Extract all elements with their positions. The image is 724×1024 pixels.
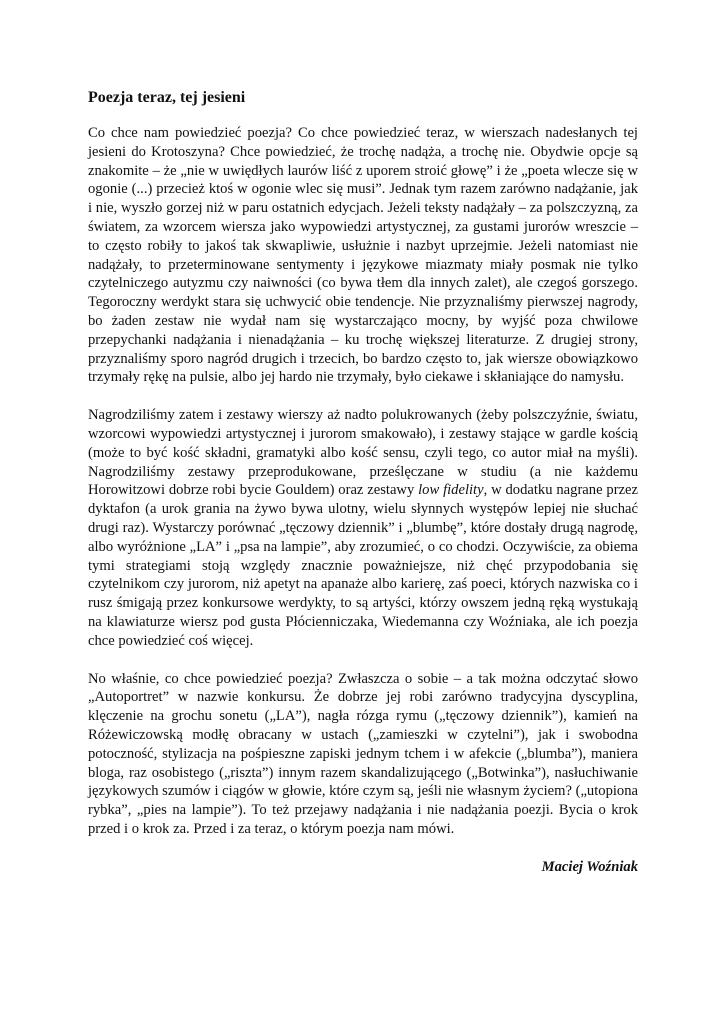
- author-signature: Maciej Woźniak: [541, 858, 638, 875]
- paragraph-3: No właśnie, co chce powiedzieć poezja? Zwłaszcza o sobie – a tak można odczytać słowo „Autoportret” w nazwie konkursu. Że dobrze jej robi zarówno tradycyjna dyscyplina, klęczenie na grochu sonetu („LA”), nagła rózga rymu („tęczowy dziennik”), kamień na Różewiczowską modłę obracany w ustach („zamieszki w czytelni”), jak i swobodna potoczność, stylizacja na pośpieszne zapiski jednym tchem i w afekcie („blumba”), maniera bloga, raz osobistego („riszta”) innym razem skandalizującego („Botwinka”), nasłuchiwanie językowych szumów i ciągów w głowie, które czym są, jeśli nie własnym życiem? („utopiona rybka”, „pies na lampie”). To też przejawy nadążania i nie nadążania poezji. Bycia o krok przed i o krok za. Przed i za teraz, o którym poezja nam mówi.: [88, 670, 638, 837]
- paragraph-2-italic-phrase: low fidelity: [418, 482, 484, 499]
- paragraph-2-part-1: Nagrodziliśmy zatem i zestawy wierszy aż nadto polukrowanych (żeby polszczyźnie, światu, wzorcowi wypowiedzi artystycznej i jurorom smakowało), i zestawy stające w gardle kością (może to być kość składni, gramatyki albo kość sensu, czyli tego, co autor miał na myśli). Nagrodziliśmy zestawy przeprodukowane, prześlęczane w studiu (a nie każdemu Horowitzowi dobrze robi bycie Gouldem) oraz zestawy: [88, 407, 638, 499]
- paragraph-1: Co chce nam powiedzieć poezja? Co chce powiedzieć teraz, w wierszach nadesłanych tej jesieni do Krotoszyna? Chce powiedzieć, że trochę nadąża, a trochę nie. Obydwie opcje są znakomite – że „nie w uwiędłych laurów liść z uporem stroić głowę” i że „poeta wlecze się w ogonie (...) przecież ktoś w ogonie wlec się musi”. Jednak tym razem zarówno nadążanie, jak i nie, wyszło gorzej niż w paru ostatnich edycjach. Jeżeli teksty nadążały – za polszczyzną, za światem, za wzorcem wiersza jako wypowiedzi artystycznej, za gustami jurorów wreszcie – to często robiły to jakoś tak skwapliwie, usłużnie i nazbyt uprzejmie. Jeżeli natomiast nie nadążały, to przeterminowane sentymenty i językowe miazmaty miały posmak nie tylko czytelniczego autyzmu czy naiwności (co bywa tłem dla innych zalet), ale czegoś gorszego. Tegoroczny werdykt stara się uchwycić obie tendencje. Nie przyznaliśmy pierwszej nagrody, bo żaden zestaw nie wydał nam się wystarczająco mocny, by wyjść poza chwilowe przepychanki nadążania i nienadążania – ku trochę większej literaturze. Z drugiej strony, przyznaliśmy sporo nagród drugich i trzecich, bo bardzo często to, jak wiersze obowiązkowo trzymały rękę na pulsie, albo jej hardo nie trzymały, było ciekawe i skłaniające do namysłu.: [88, 125, 638, 386]
- document-title: Poezja teraz, tej jesieni: [88, 89, 246, 106]
- paragraph-2: [88, 406, 638, 650]
- paragraph-2-part-2: , w dodatku nagrane przez dyktafon (a urok grania na żywo bywa ulotny, wielu słynnych występów lepiej nie słuchać drugi raz). Wystarczy porównać „tęczowy dziennik” i „blumbę”, które dostały drugą nagrodę, albo wyróżnione „LA” i „psa na lampie”, aby zrozumieć, o co chodzi. Oczywiście, za obiema tymi strategiami stoją względy znacznie poważniejsze, niż chęć przypodobania się czytelnikom czy jurorom, niż apetyt na apanaże albo karierę, zaś poeci, których nazwiska co i rusz śmigają przez konkursowe werdykty, to są artyści, którzy owszem jedną ręką wystukają na klawiaturze wiersz pod gusta Płócienniczaka, Wiedemanna czy Woźniaka, ale ich poezja chce powiedzieć coś więcej.: [88, 482, 638, 649]
- document-page: [88, 88, 638, 876]
